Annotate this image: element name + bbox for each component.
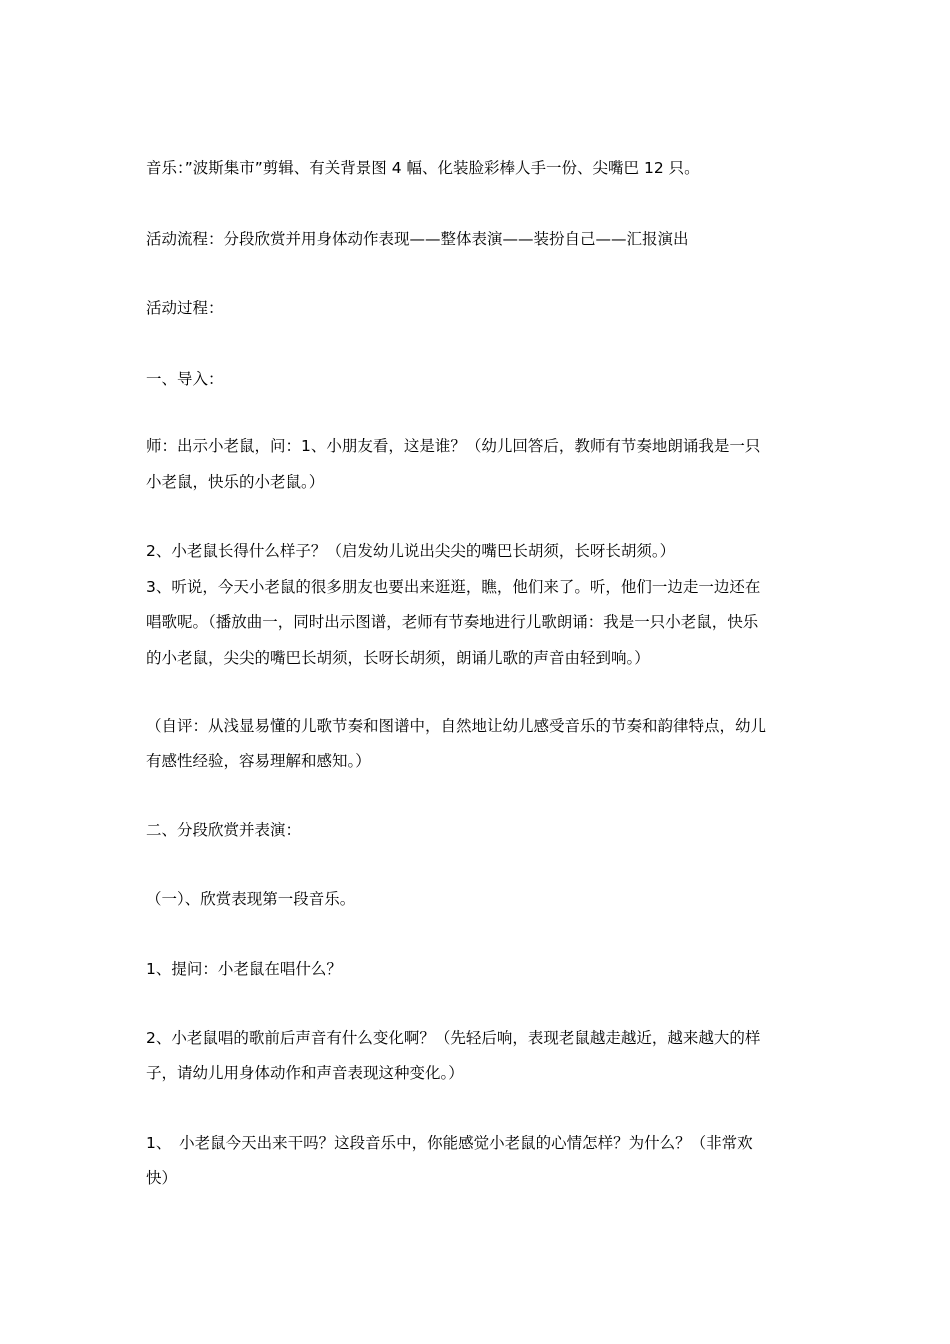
paragraph-line: 小老鼠，快乐的小老鼠。） [146, 473, 325, 491]
activity-flow-line: 活动流程：分段欣赏并用身体动作表现——整体表演——装扮自己——汇报演出 [146, 230, 689, 248]
paragraph-line: 3、听说，今天小老鼠的很多朋友也要出来逛逛，瞧，他们来了。听，他们一边走一边还在 [146, 578, 761, 596]
question-line: 子，请幼儿用身体动作和声音表现这种变化。） [146, 1064, 464, 1082]
question-line: 快） [146, 1169, 178, 1187]
question-line: 1、提问：小老鼠在唱什么？ [146, 960, 342, 978]
activity-process-heading: 活动过程： [146, 299, 224, 317]
question-line: 1、 小老鼠今天出来干吗？这段音乐中，你能感觉小老鼠的心情怎样？为什么？（非常欢 [146, 1134, 753, 1152]
paragraph-line: 师：出示小老鼠，问：1、小朋友看，这是谁？（幼儿回答后，教师有节奏地朗诵我是一只 [146, 437, 761, 455]
self-evaluation-line: 有感性经验，容易理解和感知。） [146, 752, 371, 770]
question-line: 2、小老鼠唱的歌前后声音有什么变化啊？（先轻后响，表现老鼠越走越近，越来越大的样 [146, 1029, 761, 1047]
self-evaluation-line: （自评：从浅显易懂的儿歌节奏和图谱中，自然地让幼儿感受音乐的节奏和韵律特点，幼儿 [146, 717, 767, 735]
section-one-heading: 一、导入： [146, 370, 224, 388]
materials-line: 音乐：”波斯集市”剪辑、有关背景图 4 幅、化装脸彩棒人手一份、尖嘴巴 12 只。 [146, 159, 700, 177]
subsection-heading: （一）、欣赏表现第一段音乐。 [146, 890, 356, 908]
paragraph-line: 唱歌呢。（播放曲一，同时出示图谱，老师有节奏地进行儿歌朗诵：我是一只小老鼠，快乐 [146, 613, 759, 631]
section-two-heading: 二、分段欣赏并表演： [146, 821, 302, 839]
paragraph-line: 的小老鼠，尖尖的嘴巴长胡须，长呀长胡须，朗诵儿歌的声音由轻到响。） [146, 649, 650, 667]
paragraph-line: 2、小老鼠长得什么样子？（启发幼儿说出尖尖的嘴巴长胡须，长呀长胡须。） [146, 542, 676, 560]
